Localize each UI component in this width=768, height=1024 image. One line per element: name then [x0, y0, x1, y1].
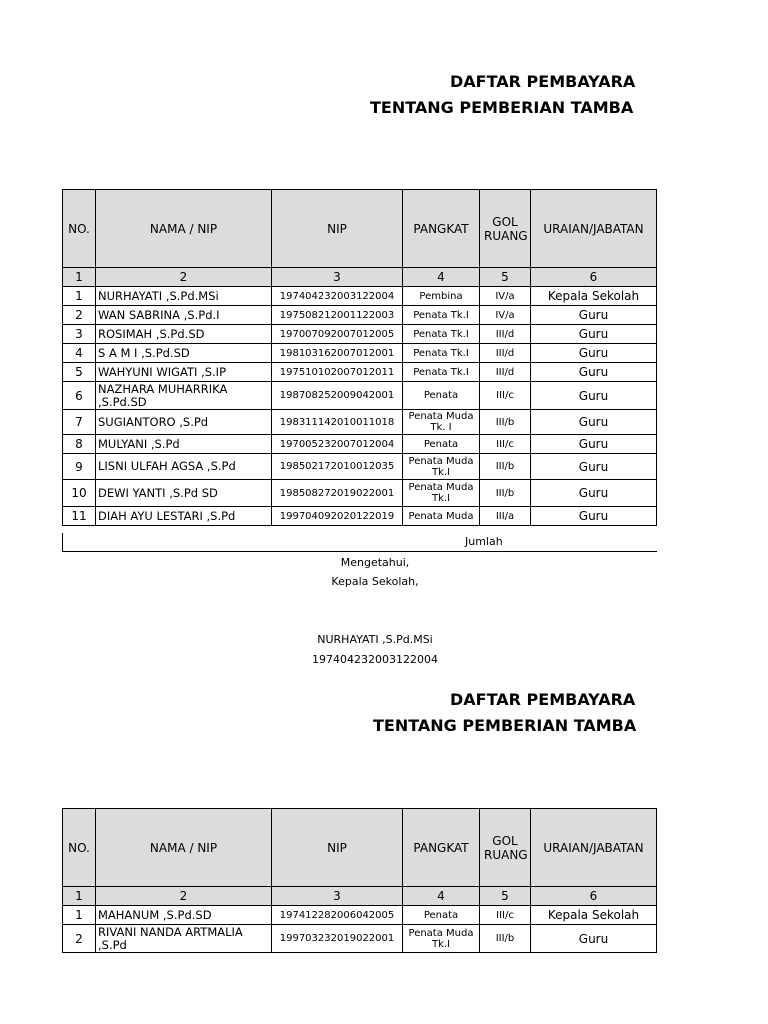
row-nama: MULYANI ,S.Pd [96, 435, 272, 454]
row-gol: IV/a [480, 287, 531, 306]
row-no: 9 [63, 454, 96, 480]
table-row [63, 925, 657, 953]
row-nip: 198311142010011018 [272, 410, 403, 435]
row-gol: IV/a [480, 306, 531, 325]
row-nip: 199703232019022001 [272, 925, 403, 953]
row-pangkat: Penata [403, 435, 480, 454]
jumlah-label: Jumlah [465, 535, 503, 548]
row-gol: III/a [480, 507, 531, 526]
row-pangkat: Penata Muda Tk.I [403, 480, 480, 507]
total-row [62, 533, 657, 552]
row-pangkat: Penata Muda Tk. I [403, 410, 480, 435]
table-row [63, 363, 657, 382]
column-number: 4 [403, 887, 480, 906]
row-nip: 197005232007012004 [272, 435, 403, 454]
header-pangkat: PANGKAT [403, 190, 480, 268]
column-number: 6 [531, 887, 657, 906]
column-number: 5 [480, 887, 531, 906]
row-jabatan: Guru [531, 410, 657, 435]
table-row [63, 325, 657, 344]
row-nip: 198508272019022001 [272, 480, 403, 507]
row-nip: 198708252009042001 [272, 382, 403, 410]
table-row [63, 507, 657, 526]
table-row [63, 435, 657, 454]
row-nama: SUGIANTORO ,S.Pd [96, 410, 272, 435]
row-nama: MAHANUM ,S.Pd.SD [96, 906, 272, 925]
row-nip: 197412282006042005 [272, 906, 403, 925]
header-no: NO. [63, 809, 96, 887]
row-jabatan: Guru [531, 507, 657, 526]
row-nama: NAZHARA MUHARRIKA ,S.Pd.SD [96, 382, 272, 410]
row-gol: III/d [480, 363, 531, 382]
row-jabatan: Guru [531, 925, 657, 953]
signature-role: Kepala Sekolah, [331, 575, 419, 588]
row-nip: 198103162007012001 [272, 344, 403, 363]
row-jabatan: Guru [531, 344, 657, 363]
header-nip: NIP [272, 190, 403, 268]
payment-table [62, 808, 657, 953]
document-title-line-2: TENTANG PEMBERIAN TAMBA [370, 98, 634, 117]
row-pangkat: Penata Tk.I [403, 363, 480, 382]
table-row [63, 287, 657, 306]
row-jabatan: Guru [531, 382, 657, 410]
header-nip: NIP [272, 809, 403, 887]
document-title-line-2: TENTANG PEMBERIAN TAMBA [373, 716, 637, 735]
table-header-row [63, 190, 657, 268]
header-nama: NAMA / NIP [96, 190, 272, 268]
row-nama: DIAH AYU LESTARI ,S.Pd [96, 507, 272, 526]
signature-mengetahui: Mengetahui, [340, 556, 410, 569]
table-row [63, 306, 657, 325]
row-nip: 197508212001122003 [272, 306, 403, 325]
header-nama: NAMA / NIP [96, 809, 272, 887]
row-nama: NURHAYATI ,S.Pd.MSi [96, 287, 272, 306]
table-row [63, 454, 657, 480]
row-no: 7 [63, 410, 96, 435]
header-pangkat: PANGKAT [403, 809, 480, 887]
row-nip: 197510102007012011 [272, 363, 403, 382]
row-pangkat: Penata Tk.I [403, 344, 480, 363]
row-nama: S A M I ,S.Pd.SD [96, 344, 272, 363]
row-pangkat: Penata Muda Tk.I [403, 925, 480, 953]
column-number-row [63, 268, 657, 287]
table-row [63, 344, 657, 363]
row-gol: III/b [480, 410, 531, 435]
row-no: 10 [63, 480, 96, 507]
row-jabatan: Guru [531, 363, 657, 382]
row-jabatan: Kepala Sekolah [531, 287, 657, 306]
column-number: 6 [531, 268, 657, 287]
column-number: 4 [403, 268, 480, 287]
column-number: 3 [272, 887, 403, 906]
row-nip: 198502172010012035 [272, 454, 403, 480]
row-pangkat: Penata Tk.I [403, 306, 480, 325]
row-no: 1 [63, 287, 96, 306]
row-nama: LISNI ULFAH AGSA ,S.Pd [96, 454, 272, 480]
column-number: 5 [480, 268, 531, 287]
row-nip: 197404232003122004 [272, 287, 403, 306]
row-jabatan: Guru [531, 435, 657, 454]
row-no: 2 [63, 306, 96, 325]
table-row [63, 382, 657, 410]
table-header-row [63, 809, 657, 887]
document-title-line-1: DAFTAR PEMBAYARA [450, 72, 636, 91]
row-gol: III/b [480, 925, 531, 953]
row-jabatan: Guru [531, 454, 657, 480]
table-row [63, 480, 657, 507]
row-jabatan: Guru [531, 306, 657, 325]
document-title-line-1: DAFTAR PEMBAYARA [450, 690, 636, 709]
row-pangkat: Penata Muda Tk.I [403, 454, 480, 480]
row-no: 1 [63, 906, 96, 925]
column-number: 2 [96, 887, 272, 906]
row-gol: III/b [480, 480, 531, 507]
row-nama: DEWI YANTI ,S.Pd SD [96, 480, 272, 507]
row-no: 3 [63, 325, 96, 344]
row-no: 5 [63, 363, 96, 382]
row-gol: III/c [480, 906, 531, 925]
column-number-row [63, 887, 657, 906]
column-number: 1 [63, 887, 96, 906]
row-no: 4 [63, 344, 96, 363]
row-gol: III/b [480, 454, 531, 480]
row-nip: 199704092020122019 [272, 507, 403, 526]
row-no: 2 [63, 925, 96, 953]
table-row [63, 906, 657, 925]
header-jabatan: URAIAN/JABATAN [531, 190, 657, 268]
row-pangkat: Pembina [403, 287, 480, 306]
row-gol: III/c [480, 382, 531, 410]
row-pangkat: Penata Tk.I [403, 325, 480, 344]
payment-table [62, 189, 657, 526]
row-gol: III/d [480, 325, 531, 344]
row-no: 11 [63, 507, 96, 526]
row-nama: WAN SABRINA ,S.Pd.I [96, 306, 272, 325]
row-no: 8 [63, 435, 96, 454]
column-number: 3 [272, 268, 403, 287]
row-nip: 197007092007012005 [272, 325, 403, 344]
header-jabatan: URAIAN/JABATAN [531, 809, 657, 887]
row-gol: III/d [480, 344, 531, 363]
row-pangkat: Penata [403, 906, 480, 925]
header-gol: GOL RUANG [480, 809, 531, 887]
row-jabatan: Guru [531, 480, 657, 507]
row-pangkat: Penata [403, 382, 480, 410]
row-pangkat: Penata Muda [403, 507, 480, 526]
header-no: NO. [63, 190, 96, 268]
row-jabatan: Kepala Sekolah [531, 906, 657, 925]
row-nama: WAHYUNI WIGATI ,S.IP [96, 363, 272, 382]
column-number: 1 [63, 268, 96, 287]
row-jabatan: Guru [531, 325, 657, 344]
row-no: 6 [63, 382, 96, 410]
table-row [63, 410, 657, 435]
signature-name: NURHAYATI ,S.Pd.MSi [317, 633, 433, 646]
row-nama: ROSIMAH ,S.Pd.SD [96, 325, 272, 344]
row-gol: III/c [480, 435, 531, 454]
signature-nip: 197404232003122004 [312, 653, 438, 666]
row-nama: RIVANI NANDA ARTMALIA ,S.Pd [96, 925, 272, 953]
column-number: 2 [96, 268, 272, 287]
header-gol: GOL RUANG [480, 190, 531, 268]
